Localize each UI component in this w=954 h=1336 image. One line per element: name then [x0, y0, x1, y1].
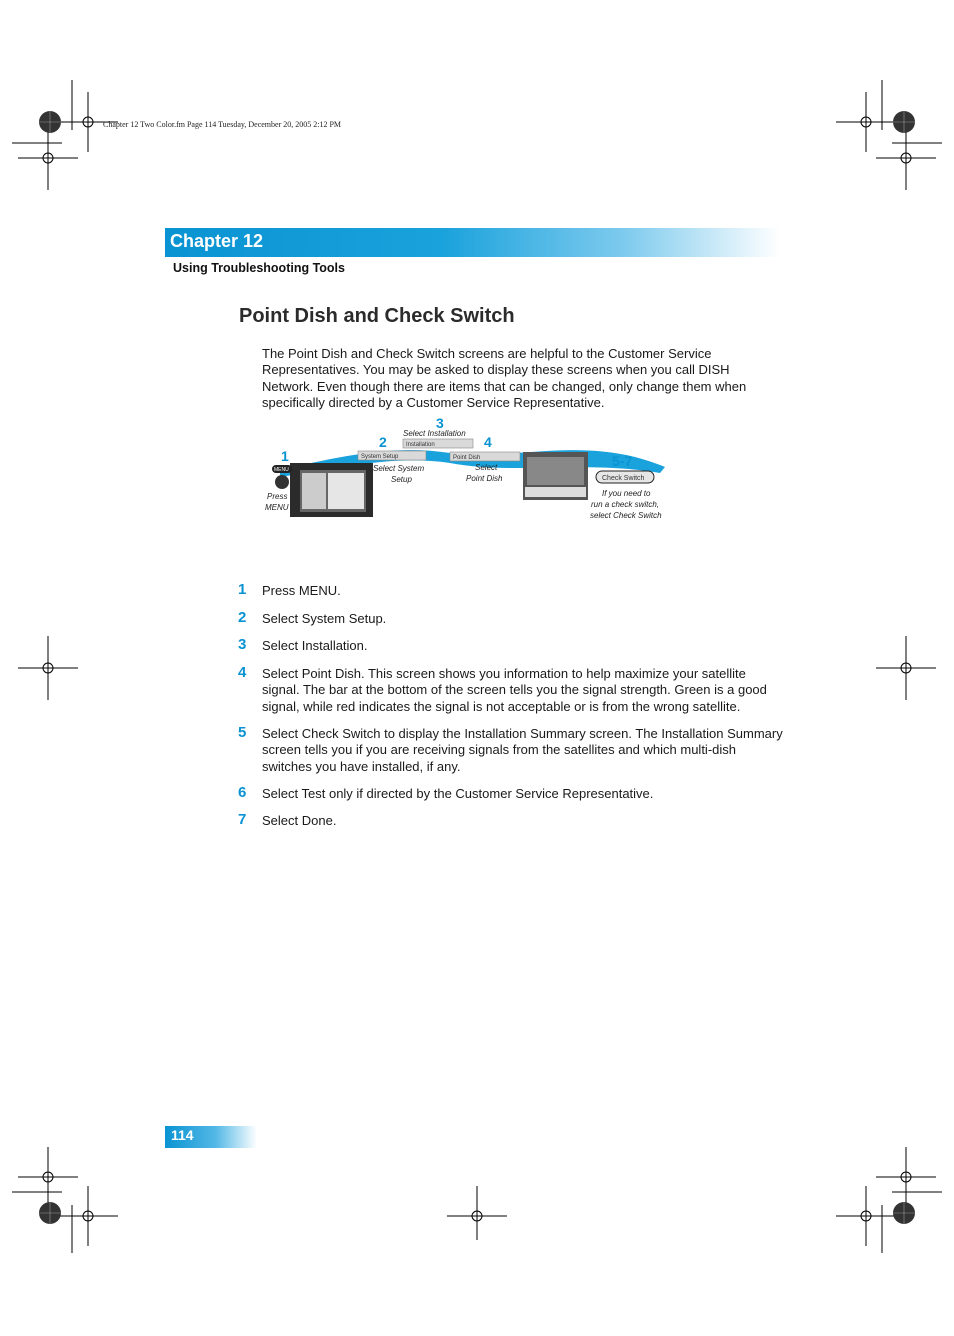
step4-label-line1: Select	[475, 463, 498, 472]
check-switch-menu-item	[596, 471, 654, 483]
step-number: 1	[238, 581, 247, 598]
step4-label-line2: Point Dish	[466, 474, 503, 483]
print-header: Chapter 12 Two Color.fm Page 114 Tuesday, December 20, 2005 2:12 PM	[103, 120, 342, 129]
step1-label-line2: MENU	[265, 503, 289, 512]
system-setup-button-label: System Setup	[361, 454, 399, 460]
step3-number: 3	[436, 415, 444, 431]
point-dish-button-label: Point Dish	[453, 455, 481, 461]
step2-number: 2	[379, 434, 387, 450]
point-dish-screen-thumbnail	[523, 452, 588, 500]
step-number: 5	[238, 724, 247, 741]
step-text: Select Installation.	[262, 638, 368, 653]
check-switch-button-label: Check Switch	[602, 475, 645, 482]
installation-button-label: Installation	[406, 442, 435, 448]
step3-label: Select Installation	[403, 429, 466, 438]
step-text: Select Check Switch to display the Installation Summary screen. The Installation Summary screen tells you if you are receiving signals from the satellites and which multi-dish switches you have installed, if any.	[262, 726, 783, 774]
step1-number: 1	[281, 448, 289, 464]
chapter-title: Chapter 12	[170, 231, 264, 251]
section-label: Using Troubleshooting Tools	[173, 261, 345, 275]
step57-label-line2: run a check switch,	[591, 500, 660, 509]
step2-label-line1: Select System	[373, 464, 425, 473]
step-number: 3	[238, 636, 247, 653]
step-text: Select Point Dish. This screen shows you information to help maximize your satellite signal. The bar at the bottom of the screen tells you the signal strength. Green is a good signal, while red indicates the signal is not acceptable or is from the wrong satellite.	[262, 666, 767, 714]
menu-path-illustration	[255, 415, 680, 525]
page-heading: Point Dish and Check Switch	[239, 305, 515, 327]
step-text: Select Done.	[262, 813, 337, 828]
step-text: Press MENU.	[262, 583, 341, 598]
page-number: 114	[171, 1127, 194, 1143]
step57-label-line1: If you need to	[602, 489, 651, 498]
step4-number: 4	[484, 434, 492, 450]
menu-button-label: MENU	[274, 467, 289, 473]
step-number: 4	[238, 664, 247, 681]
step-text: Select System Setup.	[262, 611, 387, 626]
step1-label-line1: Press	[267, 492, 288, 501]
intro-paragraph: The Point Dish and Check Switch screens are helpful to the Customer Service Representatives. You may be asked to display these screens when you call DISH Network. Even though there are items that can be changed, only change them when specifically directed by a Customer Service Representative.	[262, 346, 747, 410]
menu-screen-thumbnail	[290, 463, 373, 517]
system-setup-menu-item	[358, 451, 426, 460]
step57-label-line3: select Check Switch	[590, 511, 662, 520]
step2-label-line2: Setup	[391, 475, 412, 484]
step-number: 2	[238, 609, 247, 626]
step-number: 6	[238, 784, 247, 801]
point-dish-menu-item	[450, 452, 520, 461]
step-number: 7	[238, 811, 247, 828]
step-text: Select Test only if directed by the Customer Service Representative.	[262, 786, 654, 801]
menu-remote-button	[272, 465, 292, 489]
step57-number: 5-7	[612, 453, 633, 469]
installation-menu-item	[403, 439, 473, 448]
